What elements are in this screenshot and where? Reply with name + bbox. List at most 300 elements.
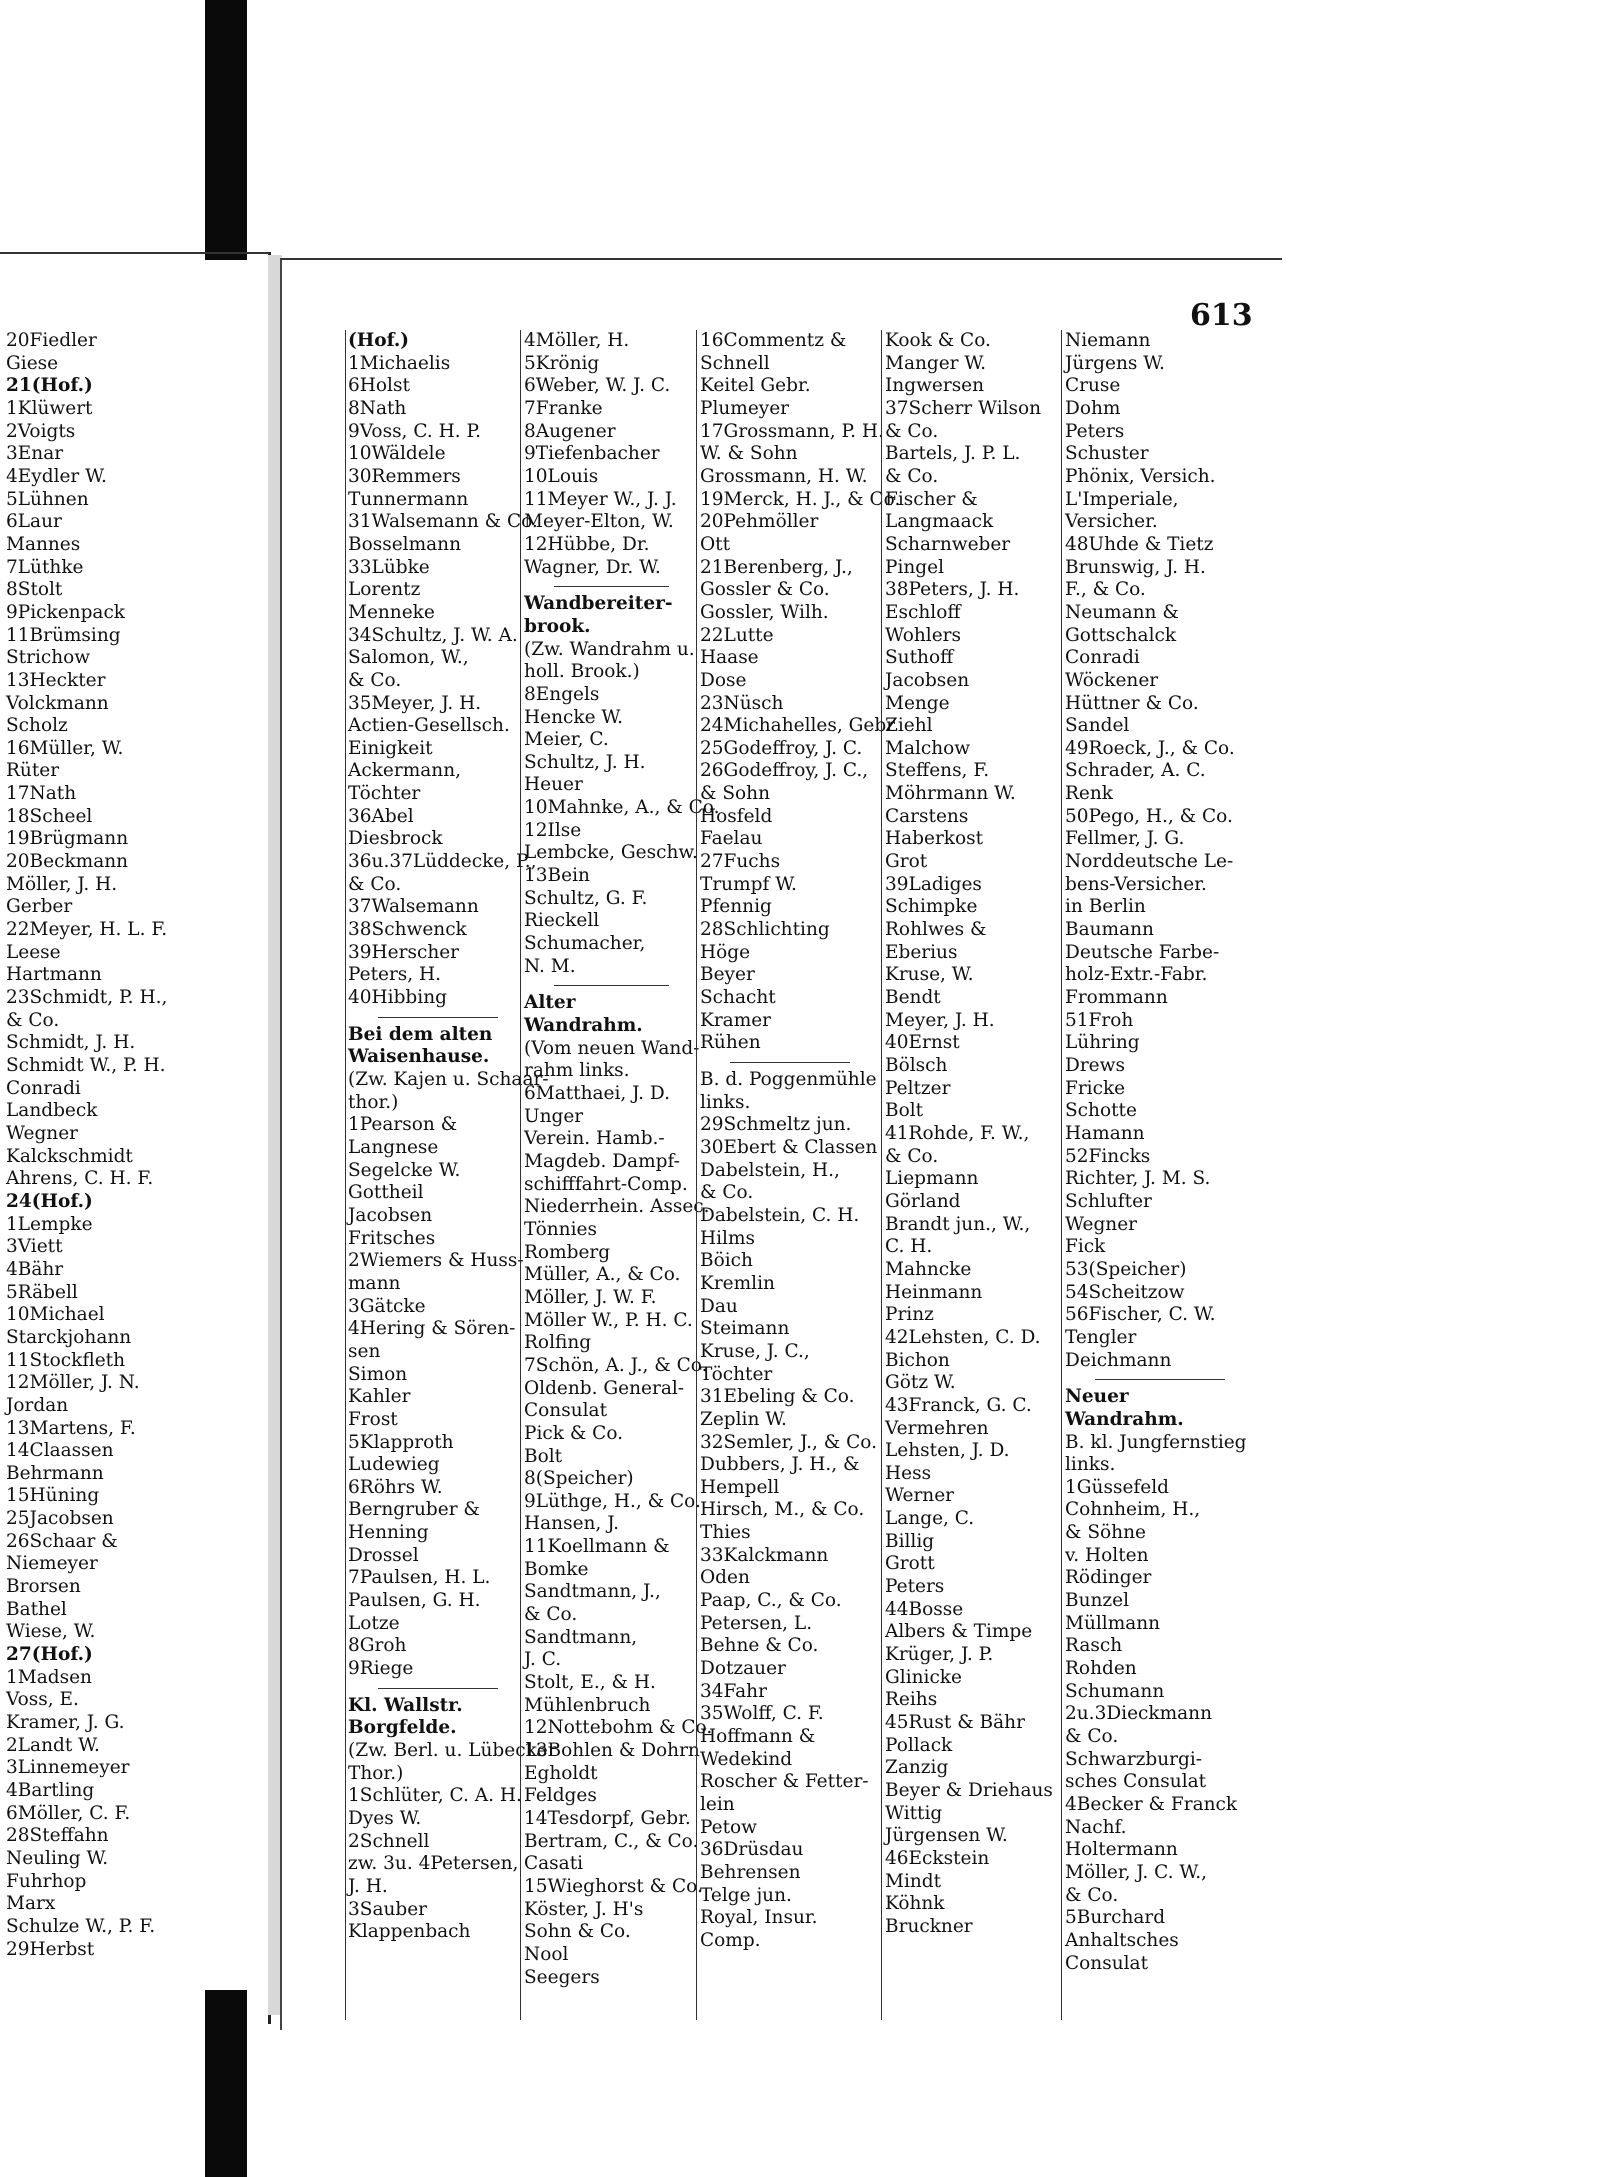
directory-entry: 35Meyer, J. H.: [348, 692, 482, 714]
section-heading: Bei dem alten: [348, 1023, 493, 1045]
directory-entry: Bomke: [524, 1558, 589, 1580]
directory-entry: Kruse, W.: [885, 964, 974, 986]
directory-entry: Billig: [885, 1530, 935, 1552]
directory-entry: 36Drüsdau: [700, 1839, 804, 1861]
directory-entry: Frost: [348, 1408, 398, 1430]
directory-entry: 43Franck, G. C.: [885, 1394, 1032, 1416]
directory-entry: Albers & Timpe: [885, 1621, 1033, 1643]
directory-entry: Brunswig, J. H.: [1065, 556, 1206, 578]
directory-entry: (Zw. Wandrahm u.: [524, 638, 695, 660]
directory-entry: Conradi: [1065, 647, 1140, 669]
directory-entry: Feldges: [524, 1785, 597, 1807]
directory-entry: 29Schmeltz jun.: [700, 1114, 852, 1136]
directory-entry: Ott: [700, 533, 731, 555]
directory-entry: 3Enar: [6, 443, 64, 465]
directory-entry: 13Bein: [524, 865, 590, 887]
directory-entry: Rohden: [1065, 1658, 1137, 1680]
directory-entry: Müllmann: [1065, 1612, 1161, 1634]
directory-entry: 3Gätcke: [348, 1295, 426, 1317]
directory-entry: Dyes W.: [348, 1808, 422, 1829]
directory-entry: 7Schön, A. J., & Co.: [524, 1354, 708, 1376]
directory-entry: Wagner, Dr. W.: [524, 556, 661, 578]
directory-entry: Glinicke: [885, 1666, 962, 1688]
directory-entry: Strichow: [6, 647, 91, 669]
directory-entry: 9Tiefenbacher: [524, 443, 660, 465]
directory-entry: Menge: [885, 692, 950, 714]
directory-entry: Gerber: [6, 896, 73, 918]
directory-entry: 16Commentz &: [700, 330, 847, 351]
directory-entry: Frommann: [1065, 987, 1168, 1009]
directory-entry: 4Eydler W.: [6, 465, 107, 487]
directory-entry: 13Martens, F.: [6, 1417, 136, 1439]
directory-entry: Rieckell: [524, 910, 600, 932]
directory-entry: 41Rohde, F. W.,: [885, 1122, 1030, 1144]
directory-entry: Schmidt, J. H.: [6, 1032, 136, 1054]
directory-entry: Lembcke, Geschw.: [524, 842, 698, 864]
directory-entry: Nachf.: [1065, 1816, 1127, 1838]
directory-entry: 9Lüthge, H., & Co.: [524, 1490, 701, 1512]
directory-entry: Consulat: [1065, 1952, 1148, 1974]
directory-entry: 18Scheel: [6, 805, 93, 827]
directory-entry: 17Nath: [6, 783, 77, 805]
directory-entry: Lehsten, J. D.: [885, 1440, 1010, 1462]
directory-entry: Schuster: [1065, 443, 1149, 465]
directory-entry: 8Groh: [348, 1635, 407, 1657]
directory-entry: Möller, J. H.: [6, 873, 118, 895]
directory-entry: 31Walsemann & Co.: [348, 511, 538, 533]
directory-entry: 40Ernst: [885, 1032, 960, 1054]
directory-entry: Drews: [1065, 1055, 1125, 1076]
directory-entry: 12Nottebohm & Co.: [524, 1717, 713, 1739]
directory-entry: Reihs: [885, 1689, 938, 1711]
directory-entry: Baumann: [1065, 919, 1154, 941]
directory-entry: 46Eckstein: [885, 1847, 990, 1869]
directory-entry: Tönnies: [524, 1218, 597, 1240]
directory-entry: Möller, J. C. W.,: [1065, 1861, 1207, 1883]
directory-entry: Leese: [6, 941, 61, 963]
directory-entry: Mahncke: [885, 1258, 972, 1280]
directory-entry: Renk: [1065, 783, 1114, 805]
directory-entry: zw. 3u. 4Petersen,: [348, 1853, 519, 1875]
directory-entry: Voss, E.: [6, 1689, 79, 1711]
directory-entry: L'Imperiale,: [1065, 488, 1179, 510]
directory-entry: Simon: [348, 1363, 408, 1385]
section-heading: Borgfelde.: [348, 1717, 457, 1739]
directory-entry: 54Scheitzow: [1065, 1281, 1185, 1303]
directory-entry: Deichmann: [1065, 1349, 1172, 1371]
directory-entry: Comp.: [700, 1929, 761, 1951]
directory-entry: Schmidt W., P. H.: [6, 1055, 166, 1076]
directory-entry: 1Pearson &: [348, 1114, 458, 1136]
directory-entry: 30Remmers: [348, 465, 461, 487]
directory-entry: Möller W., P. H. C.: [524, 1309, 693, 1331]
directory-entry: 37Walsemann: [348, 896, 479, 918]
directory-entry: holl. Brook.): [524, 661, 640, 683]
directory-entry: & Co.: [885, 420, 939, 442]
directory-entry: 15Wieghorst & Co.: [524, 1875, 703, 1897]
directory-entry: rahm links.: [524, 1060, 630, 1082]
directory-entry: Bruckner: [885, 1915, 973, 1937]
directory-entry: 45Rust & Bähr: [885, 1712, 1025, 1734]
directory-entry: Trumpf W.: [700, 873, 797, 895]
directory-entry: 4Becker & Franck: [1065, 1794, 1238, 1815]
directory-entry: 7Paulsen, H. L.: [348, 1567, 491, 1589]
directory-entry: Wohlers: [885, 624, 962, 646]
directory-entry: W. & Sohn: [700, 443, 798, 465]
directory-entry: 6Möller, C. F.: [6, 1802, 131, 1824]
directory-entry: Heuer: [524, 774, 583, 796]
directory-entry: Rohlwes &: [885, 919, 987, 941]
directory-entry: 3Viett: [6, 1236, 63, 1258]
directory-entry: 16Müller, W.: [6, 737, 124, 759]
directory-entry: Müller, A., & Co.: [524, 1264, 681, 1286]
directory-entry: Schotte: [1065, 1100, 1137, 1122]
directory-entry: Hempell: [700, 1476, 780, 1498]
section-heading: Neuer: [1065, 1386, 1129, 1408]
directory-entry: Ahrens, C. H. F.: [6, 1168, 154, 1190]
directory-entry: Schlufter: [1065, 1190, 1152, 1212]
directory-entry: & Co.: [885, 1145, 939, 1167]
directory-entry: schifffahrt-Comp.: [524, 1173, 688, 1195]
column-rule: [554, 985, 669, 986]
directory-entry: Brandt jun., W.,: [885, 1213, 1031, 1235]
directory-column-3: [696, 330, 901, 2020]
directory-entry: Pingel: [885, 556, 944, 578]
directory-entry: 35Wolff, C. F.: [700, 1703, 824, 1725]
directory-entry: Köster, J. H's: [524, 1898, 644, 1920]
section-heading: (Hof.): [348, 330, 410, 351]
directory-entry: 2Voigts: [6, 420, 76, 442]
directory-entry: Nool: [524, 1943, 569, 1965]
directory-entry: B. kl. Jungfernstieg: [1065, 1431, 1247, 1453]
directory-entry: Bendt: [885, 987, 941, 1009]
directory-entry: 19Brügmann: [6, 828, 129, 850]
directory-entry: Hartmann: [6, 964, 102, 986]
directory-entry: Brorsen: [6, 1576, 81, 1598]
directory-entry: Heinmann: [885, 1281, 983, 1303]
directory-entry: 48Uhde & Tietz: [1065, 533, 1214, 555]
directory-entry: Actien-Gesellsch.: [348, 715, 510, 737]
directory-entry: Faelau: [700, 828, 763, 850]
directory-entry: 22Lutte: [700, 624, 774, 646]
directory-entry: Richter, J. M. S.: [1065, 1168, 1211, 1190]
directory-entry: Paulsen, G. H.: [348, 1590, 481, 1612]
directory-entry: 9Riege: [348, 1658, 414, 1680]
directory-entry: Mühlenbruch: [524, 1694, 651, 1716]
directory-entry: v. Holten: [1065, 1544, 1149, 1566]
directory-entry: Norddeutsche Le-: [1065, 851, 1234, 873]
directory-entry: Steffens, F.: [885, 760, 990, 782]
directory-entry: 28Steffahn: [6, 1825, 109, 1847]
directory-entry: Verein. Hamb.-: [524, 1128, 665, 1150]
directory-entry: 23Nüsch: [700, 692, 784, 714]
directory-entry: 34Fahr: [700, 1680, 767, 1702]
section-heading: Kl. Wallstr.: [348, 1694, 463, 1716]
directory-entry: Haberkost: [885, 828, 984, 850]
directory-entry: F., & Co.: [1065, 579, 1146, 601]
directory-entry: Casati: [524, 1853, 584, 1875]
directory-entry: Magdeb. Dampf-: [524, 1150, 680, 1172]
directory-entry: Seegers: [524, 1966, 600, 1988]
directory-entry: Gossler & Co.: [700, 579, 830, 601]
directory-entry: 17Grossmann, P. H.: [700, 420, 884, 442]
directory-entry: Tunnermann: [348, 488, 469, 510]
directory-entry: Behne & Co.: [700, 1635, 819, 1657]
directory-entry: 52Fincks: [1065, 1145, 1151, 1167]
directory-entry: 53(Speicher): [1065, 1258, 1187, 1280]
directory-entry: lein: [700, 1794, 735, 1815]
directory-entry: Meyer-Elton, W.: [524, 511, 674, 533]
directory-entry: 9Pickenpack: [6, 601, 126, 623]
directory-entry: 6Röhrs W.: [348, 1476, 443, 1498]
directory-entry: Romberg: [524, 1241, 611, 1263]
directory-entry: Kruse, J. C.,: [700, 1340, 810, 1362]
directory-entry: Bölsch: [885, 1055, 948, 1076]
directory-entry: 5Klapproth: [348, 1431, 454, 1453]
directory-entry: & Co.: [1065, 1726, 1119, 1748]
directory-entry: Bunzel: [1065, 1590, 1130, 1612]
directory-entry: Conradi: [6, 1077, 81, 1099]
directory-entry: Fuhrhop: [6, 1870, 87, 1892]
directory-entry: Dubbers, J. H., &: [700, 1454, 860, 1476]
directory-entry: Diesbrock: [348, 828, 443, 850]
directory-entry: Bichon: [885, 1349, 950, 1371]
directory-entry: 40Hibbing: [348, 987, 447, 1009]
directory-entry: 33Kalckmann: [700, 1544, 829, 1566]
directory-entry: Kramer, J. G.: [6, 1712, 125, 1734]
directory-entry: Pollack: [885, 1734, 953, 1756]
directory-entry: Dotzauer: [700, 1658, 786, 1680]
directory-entry: Grot: [885, 851, 928, 873]
column-rule: [378, 1688, 498, 1689]
section-heading: Waisenhause.: [348, 1046, 490, 1068]
directory-entry: Kramer: [700, 1009, 772, 1031]
directory-entry: Pick & Co.: [524, 1422, 624, 1444]
directory-entry: 2Schnell: [348, 1830, 430, 1852]
directory-entry: Jordan: [6, 1394, 69, 1416]
column-rule: [554, 586, 669, 587]
directory-entry: Werner: [885, 1485, 955, 1507]
directory-entry: Dohm: [1065, 397, 1121, 419]
directory-entry: & Co.: [1065, 1884, 1119, 1906]
directory-entry: Vermehren: [885, 1417, 989, 1439]
section-heading: brook.: [524, 615, 591, 637]
directory-entry: Sandtmann, J.,: [524, 1581, 661, 1603]
directory-entry: Lühring: [1065, 1032, 1140, 1054]
directory-entry: 44Bosse: [885, 1598, 964, 1620]
directory-entry: Hoffmann &: [700, 1726, 816, 1748]
directory-entry: 24Michahelles, Gebr: [700, 715, 896, 737]
directory-entry: Dabelstein, H.,: [700, 1159, 840, 1181]
directory-entry: 33Lübke: [348, 556, 430, 578]
directory-entry: 8Augener: [524, 420, 616, 442]
directory-entry: Behrmann: [6, 1462, 104, 1484]
directory-entry: 56Fischer, C. W.: [1065, 1304, 1216, 1326]
directory-entry: Oldenb. General-: [524, 1377, 685, 1399]
directory-entry: 8(Speicher): [524, 1468, 634, 1490]
directory-entry: 20Beckmann: [6, 851, 129, 873]
directory-entry: 9Voss, C. H. P.: [348, 420, 482, 442]
directory-entry: Ziehl: [885, 715, 933, 737]
directory-entry: 10Louis: [524, 465, 599, 487]
directory-entry: Lorentz: [348, 579, 421, 601]
directory-entry: 27Fuchs: [700, 851, 781, 873]
directory-entry: Hencke W.: [524, 706, 624, 728]
directory-entry: 6Holst: [348, 375, 410, 397]
directory-entry: Ingwersen: [885, 375, 985, 397]
directory-entry: Berngruber &: [348, 1499, 480, 1521]
directory-entry: 38Schwenck: [348, 919, 467, 941]
directory-entry: 3Sauber: [348, 1898, 428, 1920]
directory-entry: Ludewieg: [348, 1454, 440, 1476]
directory-entry: Petow: [700, 1816, 757, 1838]
directory-entry: 38Peters, J. H.: [885, 579, 1020, 601]
directory-entry: Landbeck: [6, 1100, 98, 1122]
directory-entry: 29Herbst: [6, 1938, 95, 1960]
section-heading: Alter: [524, 992, 576, 1014]
directory-entry: Sandtmann,: [524, 1626, 638, 1648]
directory-entry: & Co.: [885, 465, 939, 487]
section-heading: 27(Hof.): [6, 1644, 93, 1666]
directory-column-4: [881, 330, 1063, 2020]
directory-entry: 28Schlichting: [700, 919, 830, 941]
directory-entry: Deutsche Farbe-: [1065, 941, 1220, 963]
directory-entry: 11Stockfleth: [6, 1349, 125, 1371]
directory-entry: Langnese: [348, 1136, 439, 1158]
directory-entry: Wöckener: [1065, 669, 1159, 691]
directory-entry: Jacobsen: [885, 669, 970, 691]
directory-entry: Fischer &: [885, 488, 978, 510]
directory-entry: Götz W.: [885, 1372, 956, 1394]
directory-entry: Steimann: [700, 1318, 790, 1340]
directory-entry: 1Lempke: [6, 1213, 93, 1235]
directory-entry: 22Meyer, H. L. F.: [6, 919, 168, 941]
section-heading: 24(Hof.): [6, 1190, 93, 1212]
binding-shadow-top: [205, 0, 247, 260]
directory-entry: holz-Extr.-Fabr.: [1065, 964, 1208, 986]
directory-entry: 51Froh: [1065, 1009, 1134, 1031]
directory-entry: mann: [348, 1272, 401, 1294]
directory-entry: 12Möller, J. N.: [6, 1372, 140, 1394]
directory-entry: 4Bähr: [6, 1258, 64, 1280]
directory-entry: 6Laur: [6, 511, 62, 533]
directory-entry: Lotze: [348, 1612, 400, 1634]
directory-entry: Thor.): [348, 1762, 404, 1784]
directory-entry: Niederrhein. Assec.: [524, 1196, 710, 1218]
directory-entry: 42Lehsten, C. D.: [885, 1326, 1041, 1348]
directory-entry: Manger W.: [885, 352, 987, 374]
directory-entry: Fritsches: [348, 1227, 436, 1249]
directory-entry: 23Schmidt, P. H.,: [6, 987, 168, 1009]
directory-entry: Böich: [700, 1250, 753, 1272]
directory-entry: Einigkeit: [348, 737, 433, 759]
directory-entry: 25Godeffroy, J. C.: [700, 737, 863, 759]
directory-entry: Neumann &: [1065, 601, 1179, 623]
page-number: 613: [1190, 298, 1253, 333]
directory-entry: Gossler, Wilh.: [700, 601, 829, 623]
directory-entry: & Co.: [6, 1009, 60, 1031]
directory-entry: Royal, Insur.: [700, 1907, 818, 1929]
directory-entry: Mindt: [885, 1870, 942, 1892]
column-rule: [730, 1062, 850, 1063]
directory-entry: (Zw. Berl. u. Lübecker: [348, 1740, 557, 1762]
directory-entry: Schultz, G. F.: [524, 887, 648, 909]
directory-entry: Wegner: [6, 1122, 79, 1144]
directory-entry: 1Klüwert: [6, 397, 93, 419]
directory-entry: 26Godeffroy, J. C.,: [700, 760, 869, 782]
directory-entry: Gottheil: [348, 1182, 424, 1204]
directory-entry: Bolt: [524, 1445, 563, 1467]
directory-entry: 5Burchard: [1065, 1907, 1166, 1929]
directory-entry: sches Consulat: [1065, 1771, 1207, 1793]
section-heading: Wandbereiter-: [524, 593, 673, 615]
directory-entry: links.: [1065, 1454, 1116, 1476]
directory-entry: Kalckschmidt: [6, 1145, 133, 1167]
directory-entry: 37Scherr Wilson: [885, 397, 1042, 419]
directory-entry: 7Franke: [524, 397, 603, 419]
directory-entry: Schrader, A. C.: [1065, 760, 1206, 782]
directory-entry: Wiese, W.: [6, 1621, 96, 1643]
directory-entry: Bertram, C., & Co.: [524, 1830, 699, 1852]
directory-entry: (Vom neuen Wand-: [524, 1037, 700, 1059]
directory-entry: Zanzig: [885, 1757, 949, 1779]
directory-entry: & Co.: [348, 669, 402, 691]
directory-entry: J. H.: [348, 1875, 388, 1897]
directory-entry: 5Lühnen: [6, 488, 89, 510]
directory-entry: Kahler: [348, 1386, 411, 1408]
directory-entry: Mannes: [6, 533, 81, 555]
directory-entry: Jürgensen W.: [885, 1825, 1008, 1847]
directory-entry: Rüter: [6, 760, 60, 782]
directory-entry: 4Möller, H.: [524, 330, 630, 351]
directory-entry: 1Michaelis: [348, 352, 451, 374]
directory-entry: Pfennig: [700, 896, 772, 918]
directory-entry: Scharnweber: [885, 533, 1011, 555]
directory-entry: 14Tesdorpf, Gebr.: [524, 1808, 691, 1829]
directory-entry: 19Merck, H. J., & Co.: [700, 488, 901, 510]
directory-entry: Eschloff: [885, 601, 961, 623]
directory-entry: 21Berenberg, J.,: [700, 556, 853, 578]
directory-entry: Malchow: [885, 737, 971, 759]
section-heading: Wandrahm.: [1065, 1408, 1184, 1430]
directory-entry: Gottschalck: [1065, 624, 1177, 646]
directory-entry: Peters, H.: [348, 964, 442, 986]
directory-entry: Niemann: [1065, 330, 1151, 351]
directory-entry: Bartels, J. P. L.: [885, 443, 1021, 465]
directory-entry: Eberius: [885, 941, 958, 963]
directory-entry: 36u.37Lüddecke, P.,: [348, 851, 537, 873]
directory-entry: J. C.: [524, 1649, 562, 1671]
directory-entry: Scholz: [6, 715, 68, 737]
directory-entry: 13Heckter: [6, 669, 106, 691]
directory-entry: Sandel: [1065, 715, 1130, 737]
directory-entry: B. d. Poggenmühle: [700, 1069, 877, 1090]
directory-entry: Hilms: [700, 1227, 756, 1249]
directory-entry: & Söhne: [1065, 1522, 1146, 1544]
directory-entry: Wegner: [1065, 1213, 1138, 1235]
directory-entry: Hirsch, M., & Co.: [700, 1499, 865, 1521]
directory-entry: 13Bohlen & Dohrn: [524, 1740, 700, 1762]
directory-entry: Wedekind: [700, 1748, 793, 1770]
directory-entry: Lange, C.: [885, 1508, 975, 1530]
directory-entry: Hosfeld: [700, 805, 773, 827]
directory-entry: Zeplin W.: [700, 1408, 787, 1430]
directory-entry: Unger: [524, 1105, 584, 1127]
directory-entry: Schumann: [1065, 1680, 1165, 1702]
directory-entry: Meier, C.: [524, 729, 609, 751]
directory-entry: Wittig: [885, 1802, 943, 1824]
directory-entry: 6Matthaei, J. D.: [524, 1083, 670, 1104]
